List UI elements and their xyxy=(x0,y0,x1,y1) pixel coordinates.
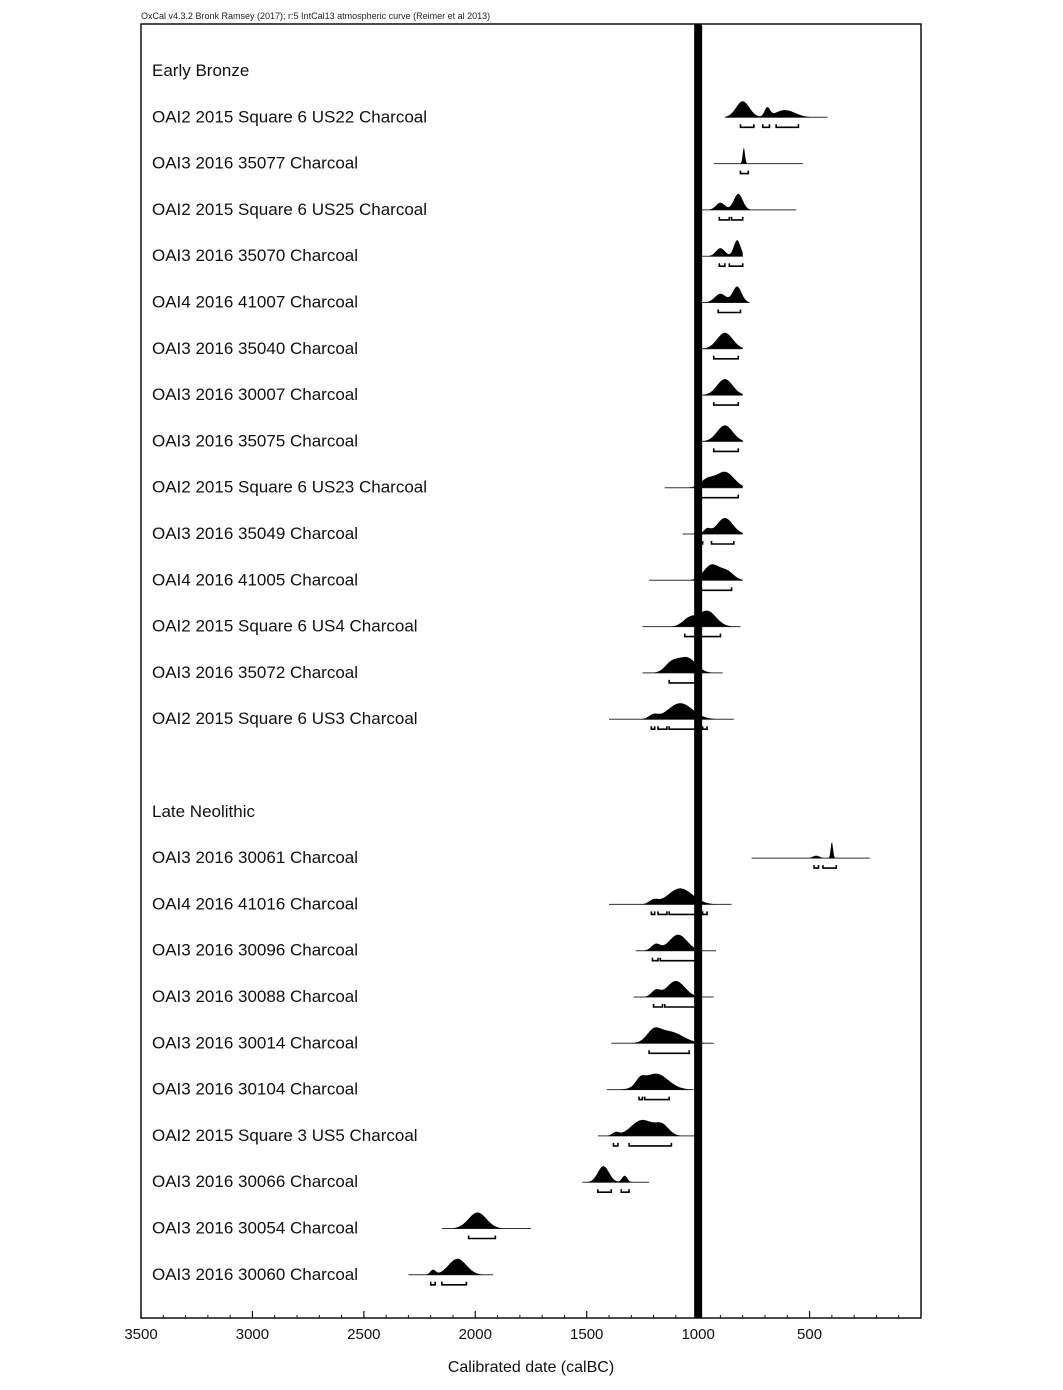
sample-label: OAI3 2016 35040 Charcoal xyxy=(152,338,359,358)
sample-label: OAI3 2016 30054 Charcoal xyxy=(152,1218,359,1238)
sample-label: OAI2 2015 Square 6 US22 Charcoal xyxy=(152,107,428,127)
sample-hpd-bracket xyxy=(714,356,739,359)
sample-label: OAI2 2015 Square 6 US25 Charcoal xyxy=(152,199,428,219)
sample-hpd-bracket xyxy=(629,1143,671,1146)
sample-label: OAI4 2016 41007 Charcoal xyxy=(152,292,359,312)
group-label: Late Neolithic xyxy=(152,801,256,821)
sample-label: OAI4 2016 41016 Charcoal xyxy=(152,894,359,914)
oxcal-header: OxCal v4.3.2 Bronk Ramsey (2017); r:5 IntCal13 atmospheric curve (Reimer et al 2013) xyxy=(141,11,491,21)
x-tick-label: 2000 xyxy=(458,1326,492,1343)
sample-distribution xyxy=(665,472,743,488)
x-tick-label: 500 xyxy=(797,1326,823,1343)
sample-distribution xyxy=(609,703,734,719)
sample-distribution xyxy=(683,518,743,534)
sample-hpd-bracket xyxy=(658,726,667,729)
sample-distribution xyxy=(636,935,716,951)
sample-distribution xyxy=(698,379,743,395)
sample-label: OAI3 2016 35049 Charcoal xyxy=(152,524,359,543)
sample-hpd-bracket xyxy=(712,541,734,544)
sample-distribution xyxy=(582,1166,649,1182)
sample-hpd-bracket xyxy=(740,124,753,127)
sample-hpd-bracket xyxy=(651,911,654,914)
sample-distribution xyxy=(442,1213,531,1229)
sample-distribution xyxy=(609,888,732,904)
sample-label: OAI3 2016 30066 Charcoal xyxy=(152,1172,359,1192)
sample-label: OAI2 2015 Square 6 US23 Charcoal xyxy=(152,477,428,497)
sample-distribution xyxy=(752,842,870,858)
sample-hpd-bracket xyxy=(652,958,658,961)
sample-hpd-bracket xyxy=(698,495,738,498)
sample-hpd-bracket xyxy=(776,124,798,127)
sample-distribution xyxy=(698,194,796,210)
sample-hpd-bracket xyxy=(719,217,729,220)
sample-distribution xyxy=(698,240,743,256)
sample-hpd-bracket xyxy=(763,124,770,127)
sample-hpd-bracket xyxy=(651,726,654,729)
sample-hpd-bracket xyxy=(718,310,740,313)
sample-label: OAI3 2016 30088 Charcoal xyxy=(152,987,359,1006)
sample-hpd-bracket xyxy=(719,263,725,266)
sample-distribution xyxy=(698,425,743,441)
sample-distribution xyxy=(642,611,740,627)
sample-label: OAI3 2016 30096 Charcoal xyxy=(152,940,359,960)
x-tick-label: 3000 xyxy=(235,1326,270,1343)
sample-hpd-bracket xyxy=(669,911,698,914)
sample-label: OAI3 2016 30007 Charcoal xyxy=(152,385,359,405)
sample-distribution xyxy=(698,333,743,349)
sample-label: OAI3 2016 30014 Charcoal xyxy=(152,1033,359,1053)
sample-hpd-bracket xyxy=(740,171,748,174)
x-tick-label: 3500 xyxy=(124,1326,158,1343)
sample-hpd-bracket xyxy=(621,1189,629,1192)
sample-hpd-bracket xyxy=(729,263,742,266)
sample-label: OAI3 2016 30060 Charcoal xyxy=(152,1264,359,1284)
sample-label: OAI2 2015 Square 3 US5 Charcoal xyxy=(152,1125,418,1145)
sample-hpd-bracket xyxy=(685,634,721,637)
sample-hpd-bracket xyxy=(732,217,743,220)
sample-label: OAI3 2016 30061 Charcoal xyxy=(152,848,359,868)
sample-distribution xyxy=(607,1074,694,1090)
sample-distribution xyxy=(598,1120,698,1136)
sample-hpd-bracket xyxy=(469,1236,496,1239)
sample-hpd-bracket xyxy=(654,1004,663,1007)
x-tick-label: 1500 xyxy=(570,1326,604,1343)
sample-hpd-bracket xyxy=(598,1189,611,1192)
sample-label: OAI3 2016 30104 Charcoal xyxy=(152,1079,359,1099)
sample-hpd-bracket xyxy=(649,1050,689,1053)
sample-hpd-bracket xyxy=(703,911,707,914)
sample-distribution xyxy=(725,101,828,117)
sample-hpd-bracket xyxy=(431,1282,435,1285)
sample-label: OAI2 2015 Square 6 US4 Charcoal xyxy=(152,616,418,636)
sample-hpd-bracket xyxy=(442,1282,467,1285)
sample-hpd-bracket xyxy=(665,1004,698,1007)
sample-label: OAI3 2016 35075 Charcoal xyxy=(152,431,359,451)
sample-label: OAI3 2016 35070 Charcoal xyxy=(152,246,359,266)
sample-hpd-bracket xyxy=(613,1143,617,1146)
group-label: Early Bronze xyxy=(152,61,250,80)
sample-distribution xyxy=(698,287,749,303)
sample-label: OAI2 2015 Square 6 US3 Charcoal xyxy=(152,709,418,729)
sample-label: OAI3 2016 35077 Charcoal xyxy=(152,153,359,173)
sample-distribution xyxy=(714,148,803,164)
sample-hpd-bracket xyxy=(660,958,698,961)
sample-label: OAI4 2016 41005 Charcoal xyxy=(152,570,359,590)
sample-hpd-bracket xyxy=(639,1097,642,1100)
x-tick-label: 1000 xyxy=(681,1326,715,1343)
sample-hpd-bracket xyxy=(814,865,818,868)
sample-distribution xyxy=(642,657,722,673)
sample-hpd-bracket xyxy=(645,1097,670,1100)
sample-hpd-bracket xyxy=(703,726,707,729)
sample-hpd-bracket xyxy=(658,911,667,914)
sample-hpd-bracket xyxy=(714,448,739,451)
x-axis-label: Calibrated date (calBC) xyxy=(447,1359,615,1376)
sample-hpd-bracket xyxy=(714,402,739,405)
sample-label: OAI3 2016 35072 Charcoal xyxy=(152,662,359,682)
sample-hpd-bracket xyxy=(669,726,698,729)
sample-hpd-bracket xyxy=(823,865,836,868)
sample-distribution xyxy=(408,1259,493,1275)
x-tick-label: 2500 xyxy=(347,1326,381,1343)
